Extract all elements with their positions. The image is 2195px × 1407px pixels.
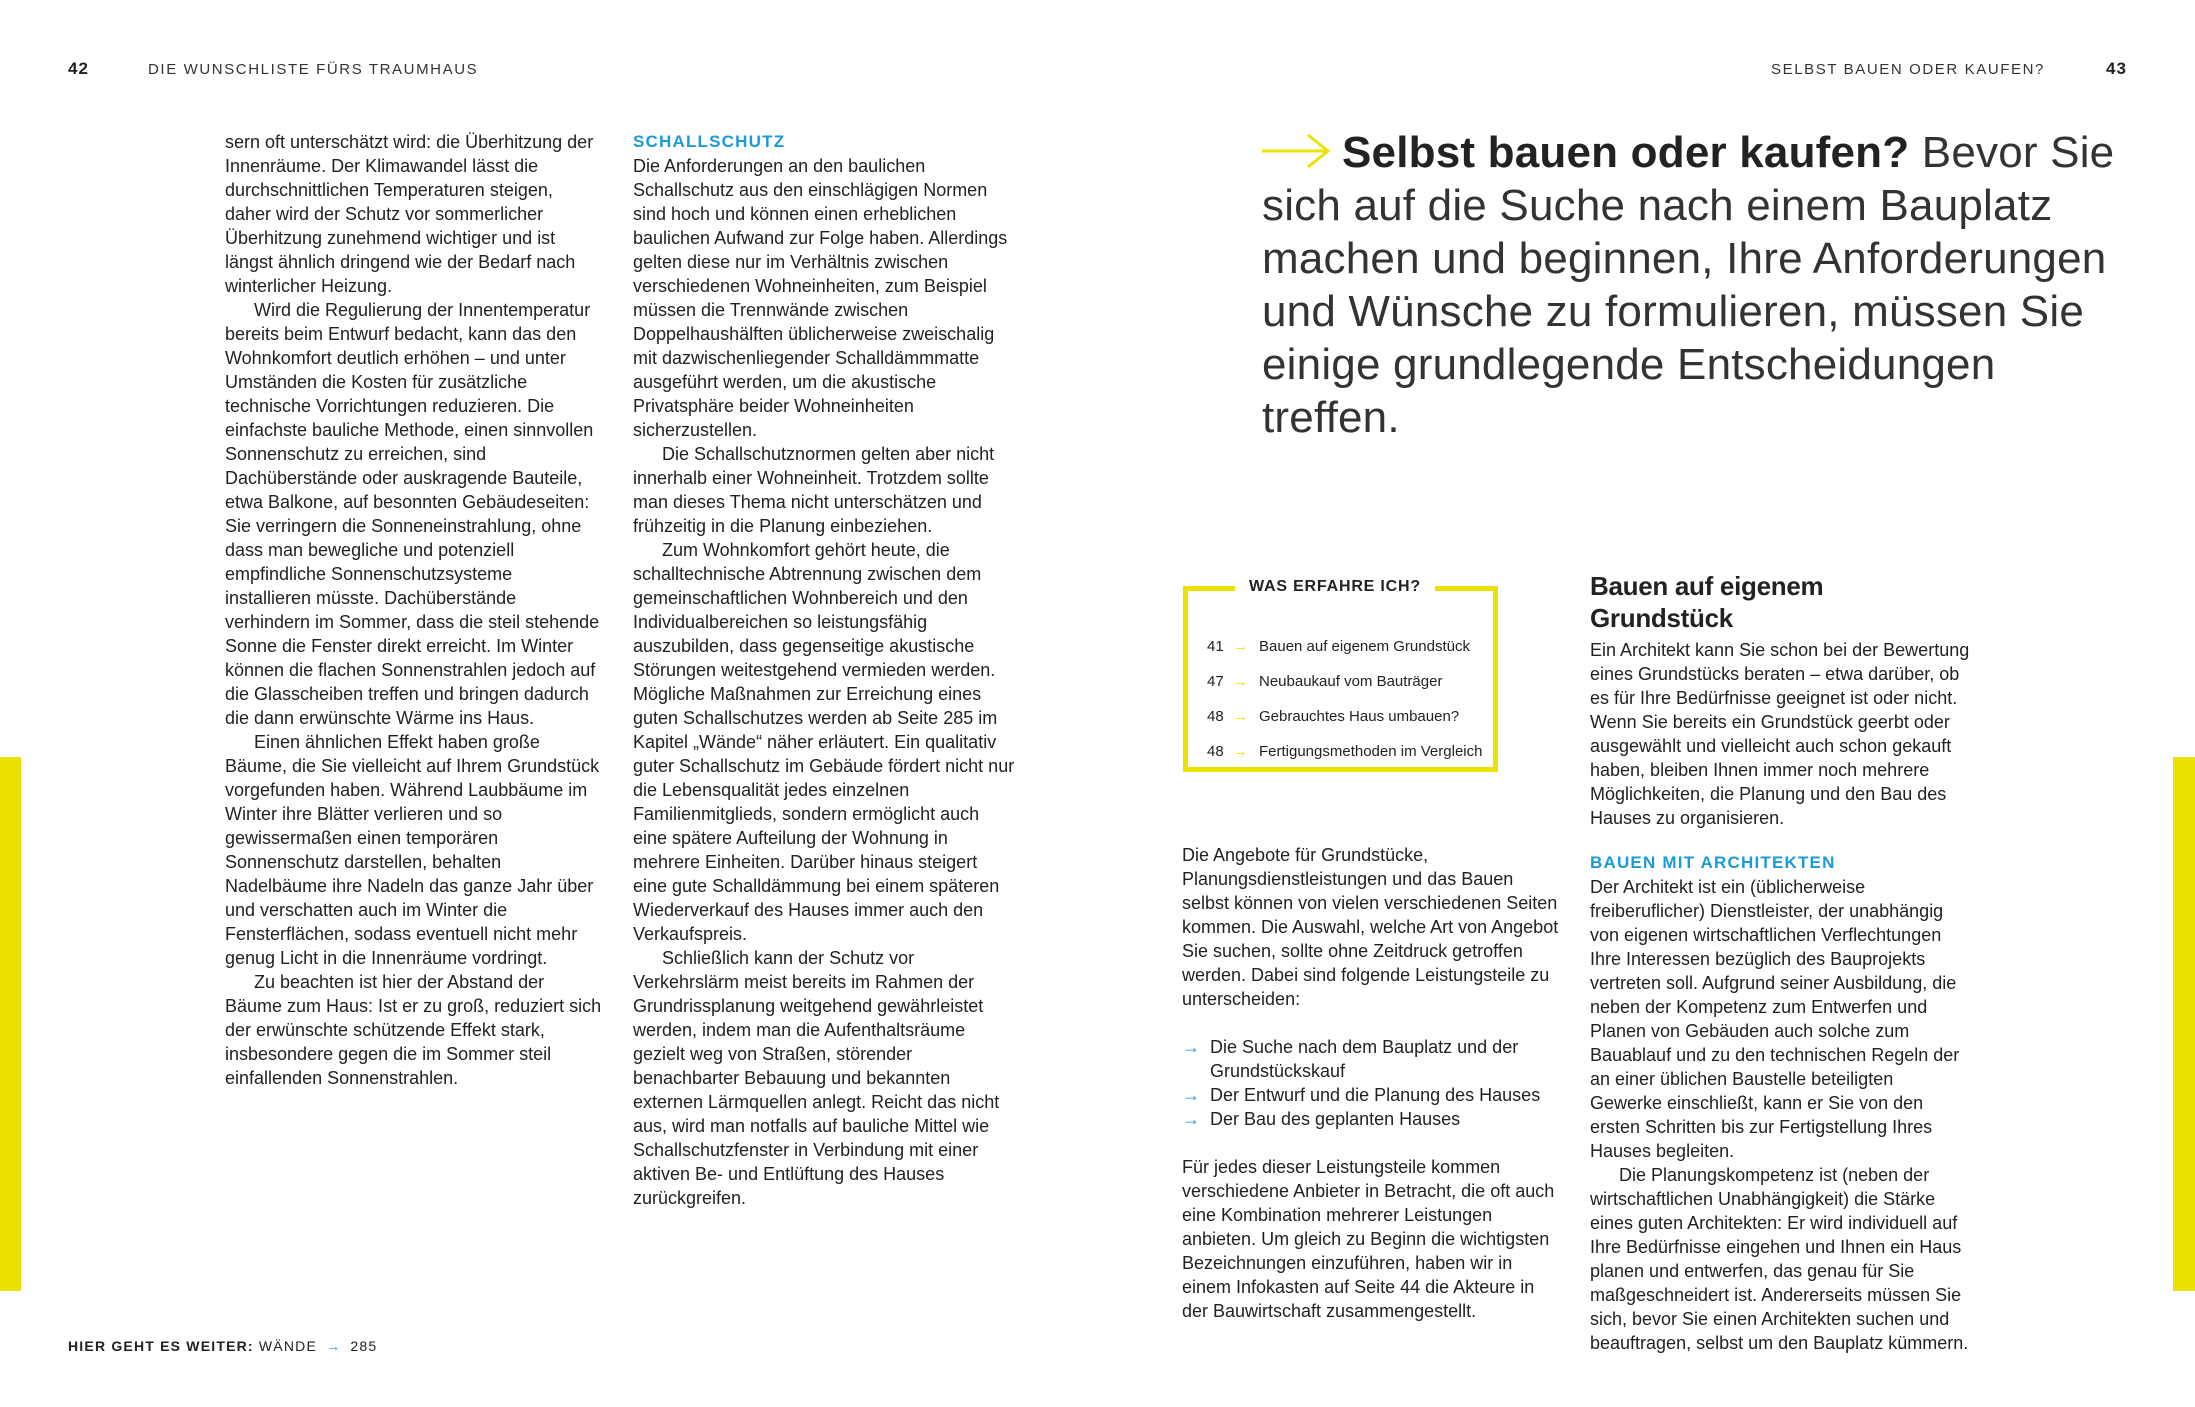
footer-page: 285 bbox=[350, 1338, 378, 1354]
paragraph: Ein Architekt kann Sie schon bei der Bewertung eines Grundstücks beraten – etwa darüber, ob es für Ihre Bedürfnisse geeignet ist oder nicht. Wenn Sie bereits ein Grundstück geerbt oder ausgewählt und vielleicht auch schon gekauft haben, bleiben Ihnen immer noch mehrere Möglichkeiten, die Planung und den Bau des Hauses zu organisieren. bbox=[1590, 640, 1970, 828]
arrow-right-icon: → bbox=[1233, 743, 1248, 760]
list-item-text: Der Bau des geplanten Hauses bbox=[1210, 1109, 1461, 1129]
paragraph: Wird die Regulierung der Innentemperatur bereits beim Entwurf bedacht, kann das den Wohnkomfort deutlich erhöhen – und unter Umständen die Kosten für zusätzliche technische Vorrichtungen reduzieren. Die einfachste bauliche Methode, einen sinnvollen Sonnenschutz zu erreichen, sind Dachüberstände oder auskragende Bauteile, etwa Balkone, auf besonnten Gebäudeseiten: Sie verringern die Sonneneinstrahlung, ohne dass man bewegliche und potenziell empfindliche Sonnenschutzsysteme installieren müsste. Dachüberstände verhindern im Sommer, dass die steil stehende Sonne die Fenster direkt erreicht. Im Winter können die flachen Sonnenstrahlen jedoch auf die Glasscheiben treffen und bringen dadurch die dann erwünschte Wärme ins Haus. bbox=[225, 300, 600, 728]
paragraph: Einen ähnlichen Effekt haben große Bäume, die Sie vielleicht auf Ihrem Grundstück vorgefunden haben. Während Laubbäume im Winter ihre Blätter verlieren und so gewissermaßen einen temporären Sonnenschutz darstellen, behalten Nadelbäume ihre Nadeln das ganze Jahr über und verschatten auch im Winter die Fensterflächen, sodass eventuell nicht mehr genug Licht in die Innenräume vordringt. bbox=[225, 732, 600, 968]
page-number-right: 43 bbox=[2106, 59, 2127, 78]
list-item bbox=[1182, 1035, 1564, 1083]
section-heading-schallschutz: SCHALLSCHUTZ bbox=[633, 132, 786, 151]
left-column-2 bbox=[633, 130, 1016, 1210]
arrow-right-icon bbox=[1262, 132, 1332, 170]
item-page: 48 bbox=[1207, 708, 1224, 725]
paragraph: Für jedes dieser Leistungsteile kommen verschiedene Anbieter in Betracht, die oft auch eine Kombination mehrerer Leistungen anbieten. Um gleich zu Beginn die wichtigsten Bezeichnungen einzuführen, haben wir in einem Infokasten auf Seite 44 die Akteure in der Bauwirtschaft zusammengestellt. bbox=[1182, 1157, 1555, 1321]
lead-strong: Selbst bauen oder kaufen? bbox=[1342, 128, 1910, 177]
list-item-text: Der Entwurf und die Planung des Hauses bbox=[1210, 1085, 1541, 1105]
arrow-right-icon: → bbox=[1233, 638, 1248, 655]
info-box-item bbox=[1207, 734, 1482, 769]
paragraph: Die Planungskompetenz ist (neben der wirtschaftlichen Unabhängigkeit) die Stärke eines guten Architekten: Er wird individuell auf Ihre Bedürfnisse eingehen und Ihnen ein Haus planen und entwerfen, das genau für Sie maßgeschneidert ist. Andererseits müssen Sie sich, bevor Sie einen Architekten suchen und beauftragen, selbst um den Bauplatz kümmern. bbox=[1590, 1165, 1969, 1353]
list-item bbox=[1182, 1083, 1564, 1107]
item-label: Fertigungsmethoden im Vergleich bbox=[1259, 743, 1483, 760]
running-head-left: DIE WUNSCHLISTE FÜRS TRAUMHAUS bbox=[148, 61, 479, 78]
running-head-right: SELBST BAUEN ODER KAUFEN? bbox=[1771, 61, 2045, 78]
lead-statement bbox=[1262, 126, 2122, 444]
page-number-left: 42 bbox=[68, 59, 89, 78]
list-item bbox=[1182, 1107, 1564, 1131]
paragraph: Schließlich kann der Schutz vor Verkehrslärm meist bereits im Rahmen der Grundrissplanung weitgehend gewährleistet werden, indem man die Aufenthaltsräume gezielt weg von Straßen, störender benachbarter Bebauung und bekannten externen Lärmquellen anlegt. Reicht das nicht aus, wird man notfalls auf bauliche Mittel wie Schallschutzfenster in Verbindung mit einer aktiven Be- und Entlüftung des Hauses zurückgreifen. bbox=[633, 948, 1000, 1208]
lead-text: Bevor Sie sich auf die Suche nach einem Bauplatz machen und beginnen, Ihre Anforderungen und Wünsche zu formulieren, müssen Sie einige grundlegende Entscheidungen treffen. bbox=[1262, 128, 2115, 442]
paragraph: Die Schallschutznormen gelten aber nicht innerhalb einer Wohneinheit. Trotzdem sollte man dieses Thema nicht unterschätzen und frühzeitig in die Planung einbeziehen. bbox=[633, 444, 995, 536]
arrow-right-icon: → bbox=[1233, 708, 1248, 725]
arrow-right-icon: → bbox=[1182, 1085, 1200, 1105]
right-edge-marker bbox=[2173, 757, 2195, 1291]
left-edge-marker bbox=[0, 757, 21, 1291]
paragraph: Der Architekt ist ein (üblicherweise freiberuflicher) Dienstleister, der unabhängig von eigenen wirtschaftlichen Verflechtungen Ihre Interessen bezüglich des Bauprojekts vertreten soll. Aufgrund seiner Ausbildung, die neben der Kompetenz zum Entwerfen und Planen von Gebäuden auch solche zum Bauablauf und zu den technischen Regeln der an einer üblichen Baustelle beteiligten Gewerke einschließt, kann er Sie von den ersten Schritten bis zur Fertigstellung Ihres Hauses begleiten. bbox=[1590, 877, 1960, 1161]
footer-cross-reference bbox=[68, 1338, 377, 1354]
info-box-list bbox=[1207, 629, 1482, 769]
paragraph: sern oft unterschätzt wird: die Überhitzung der Innenräume. Der Klimawandel lässt die durchschnittlichen Temperaturen steigen, daher wird der Schutz vor sommerlicher Überhitzung zunehmend wichtiger und ist längst ähnlich dringend wie der Bedarf nach winterlicher Heizung. bbox=[225, 132, 594, 296]
bullet-list bbox=[1182, 1035, 1564, 1131]
info-box-title: WAS ERFAHRE ICH? bbox=[1235, 575, 1435, 599]
arrow-right-icon: → bbox=[1233, 673, 1248, 690]
paragraph: Zu beachten ist hier der Abstand der Bäume zum Haus: Ist er zu groß, reduziert sich der erwünschte schützende Effekt stark, insbesondere gegen die im Sommer steil einfallenden Sonnenstrahlen. bbox=[225, 972, 602, 1088]
info-box bbox=[1183, 586, 1498, 772]
item-label: Bauen auf eigenem Grundstück bbox=[1259, 638, 1470, 655]
right-column-2 bbox=[1590, 570, 1970, 1355]
arrow-right-icon: → bbox=[326, 1338, 342, 1354]
paragraph: Die Angebote für Grundstücke, Planungsdienstleistungen und das Bauen selbst können von vielen verschiedenen Seiten kommen. Die Auswahl, welche Art von Angebot Sie suchen, sollte ohne Zeitdruck getroffen werden. Dabei sind folgende Leistungsteile zu unterscheiden: bbox=[1182, 845, 1559, 1009]
item-page: 48 bbox=[1207, 743, 1224, 760]
info-box-item bbox=[1207, 629, 1482, 664]
arrow-right-icon: → bbox=[1182, 1109, 1200, 1129]
footer-label: HIER GEHT ES WEITER: bbox=[68, 1338, 254, 1354]
info-box-item bbox=[1207, 699, 1482, 734]
list-item-text: Die Suche nach dem Bauplatz und der Grundstückskauf bbox=[1210, 1037, 1519, 1081]
left-column-1 bbox=[225, 130, 602, 1090]
arrow-right-icon: → bbox=[1182, 1037, 1200, 1057]
item-page: 41 bbox=[1207, 638, 1224, 655]
item-label: Neubaukauf vom Bauträger bbox=[1259, 673, 1443, 690]
item-label: Gebrauchtes Haus umbauen? bbox=[1259, 708, 1460, 725]
footer-target: WÄNDE bbox=[258, 1338, 318, 1354]
paragraph: Zum Wohnkomfort gehört heute, die schalltechnische Abtrennung zwischen dem gemeinschaftlichen Wohnbereich und den Individualbereichen so leistungsfähig auszubilden, dass gegenseitige akustische Störungen weitestgehend vermieden werden. Mögliche Maßnahmen zur Erreichung eines guten Schallschutzes werden ab Seite 285 im Kapitel „Wände“ näher erläutert. Ein qualitativ guter Schallschutz im Gebäude fördert nicht nur die Lebensqualität jedes einzelnen Familienmitglieds, sondern ermöglicht auch eine spätere Aufteilung der Wohnung in mehrere Einheiten. Darüber hinaus steigert eine gute Schalldämmung bei einem späteren Wiederverkauf des Hauses immer auch den Verkaufspreis. bbox=[633, 540, 1015, 944]
item-page: 47 bbox=[1207, 673, 1224, 690]
section-title-bauen: Bauen auf eigenem Grundstück bbox=[1590, 571, 1824, 633]
info-box-item bbox=[1207, 664, 1482, 699]
paragraph: Die Anforderungen an den baulichen Schallschutz aus den einschlägigen Normen sind hoch und können einen erheblichen baulichen Aufwand zur Folge haben. Allerdings gelten diese nur im Verhältnis zwischen verschiedenen Wohneinheiten, zum Beispiel müssen die Trennwände zwischen Doppelhaushälften üblicherweise zweischalig mit dazwischenliegender Schalldämmmatte ausgeführt werden, um die akustische Privatsphäre beider Wohneinheiten sicherzustellen. bbox=[633, 156, 1008, 440]
section-heading-architekten: BAUEN MIT ARCHITEKTEN bbox=[1590, 853, 1836, 872]
right-column-1 bbox=[1182, 843, 1564, 1323]
